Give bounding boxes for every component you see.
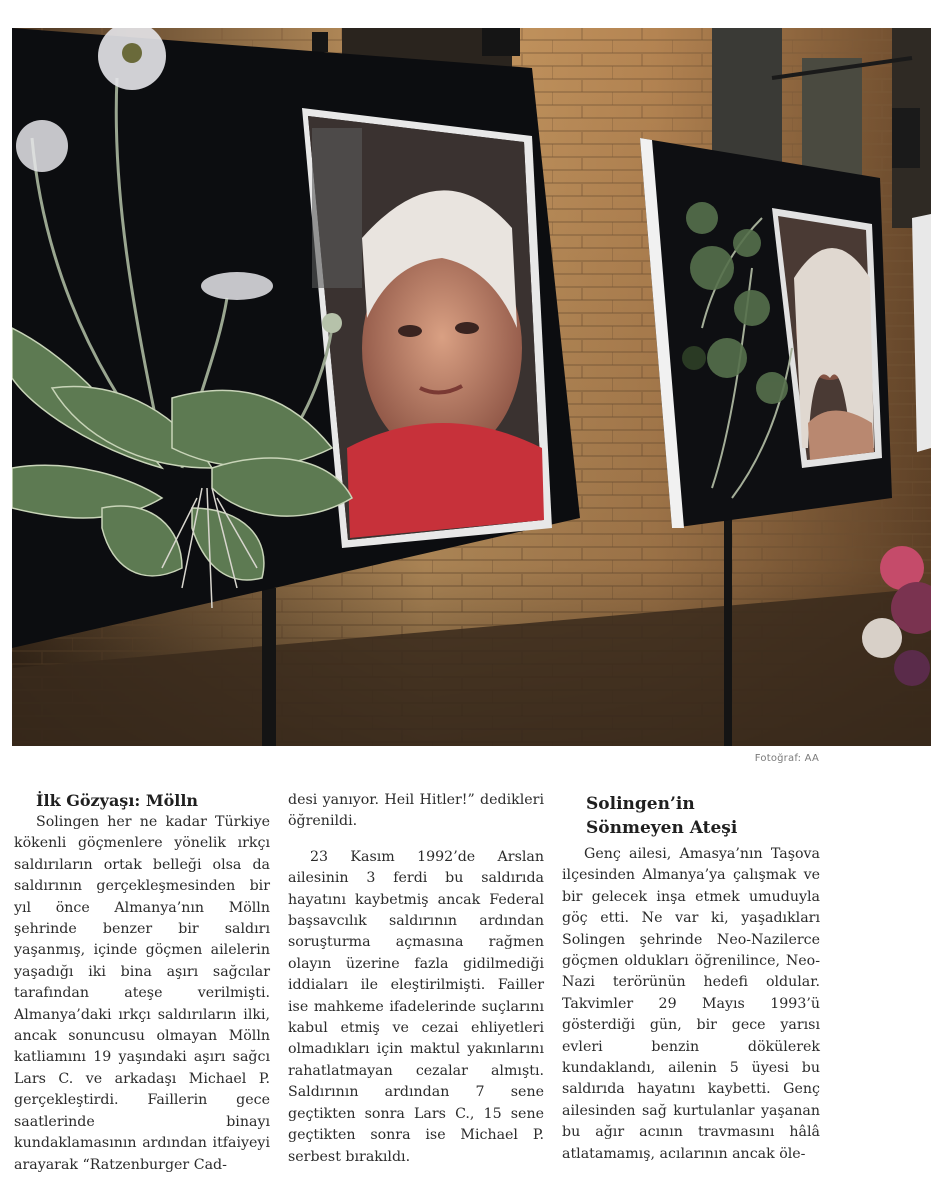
exhibition-photo bbox=[12, 28, 931, 746]
section-heading-solingen bbox=[586, 792, 820, 840]
paragraph: desi yanıyor. Heil Hitler!” dedikleri öğrenildi. bbox=[288, 792, 544, 830]
heading-line: Solingen’in bbox=[586, 794, 695, 814]
article-column-2 bbox=[288, 790, 544, 1168]
paragraph: Genç ailesi, Amasya’nın Taşova ilçesinden Almanya’ya çalışmak ve bir gelecek inşa etmek umuduyla göç etti. Ne var ki, yaşadıkları Solingen şehrinde Neo-Nazilerce göçmen oldukları öğrenilince, Neo-Nazi terörünün hedefi oldular. Takvimler 29 Mayıs 1993’ü gösterdiği gün, bir gece yarısı evleri benzin dökülerek kundaklandı, ailenin 5 üyesi bu saldırıda hayatını kaybetti. Genç ailesinden sağ kurtulanlar yaşanan bu ağır acının travmasını hâlâ atlatamamış, acılarının ancak öle- bbox=[562, 846, 820, 1162]
paragraph: Solingen her ne kadar Türkiye kökenli göçmenlere yönelik ırkçı saldırıların ortak belleği olsa da saldırının gerçekleşmesinden bir yıl önce Almanya’nın Mölln şehrinde benzer bir saldırı yaşanmış, içinde göçmen ailelerin yaşadığı iki bina aşırı sağcılar tarafından ateşe verilmişti. Almanya’daki ırkçı saldırıların ilki, ancak sonuncusu olmayan Mölln katliamını 19 yaşındaki aşırı sağcı Lars C. ve arkadaşı Michael P. gerçekleştirdi. Faillerin gece saatlerinde binayı kundaklamasının ardından itfaiyeyi arayarak “Ratzenburger Cad- bbox=[14, 814, 270, 1173]
article-column-3 bbox=[562, 790, 820, 1165]
paragraph: 23 Kasım 1992’de Arslan ailesinin 3 ferdi bu saldırıda hayatını kaybetmiş ancak Federal başsavcılık saldırının ardından soruşturma açmasına rağmen olayın üzerine fazla gidilmediği iddiaları ile eleştirilmişti. Failler ise mahkeme ifadelerinde suçlarını kabul etmiş ve cezai ehliyetleri olmadıkları için maktul yakınlarını rahatlatmayan cezalar almıştı. Saldırının ardından 7 sene geçtikten sonra Lars C., 15 sene geçtikten sonra ise Michael P. serbest bırakıldı. bbox=[288, 848, 544, 1165]
section-heading-molln: İlk Gözyaşı: Mölln bbox=[36, 791, 199, 810]
photo-credit: Fotoğraf: AA bbox=[754, 753, 819, 764]
article-column-1 bbox=[14, 790, 270, 1176]
heading-line: Sönmeyen Ateşi bbox=[586, 818, 738, 838]
